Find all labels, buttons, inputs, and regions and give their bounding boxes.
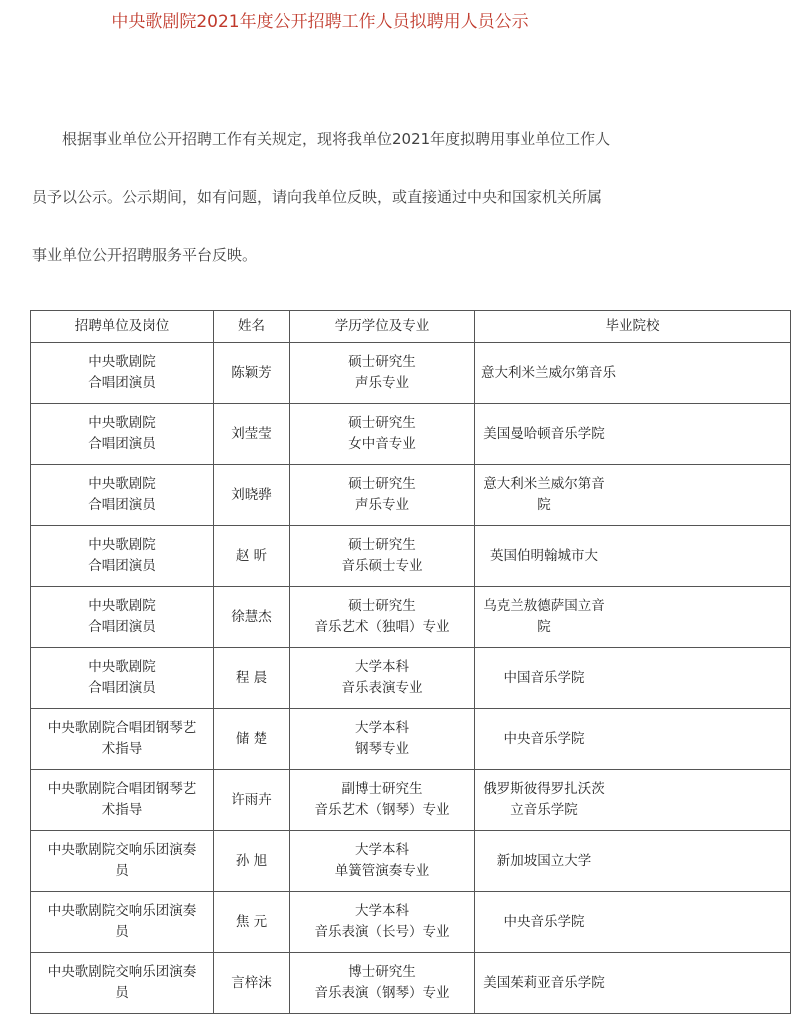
degree-text: 钢琴专业 xyxy=(355,741,409,757)
cell-degree xyxy=(290,770,475,831)
cell-name xyxy=(214,465,290,526)
cell-name xyxy=(214,892,290,953)
cell-school xyxy=(475,526,791,587)
cell-school xyxy=(475,343,791,404)
cell-school xyxy=(475,831,791,892)
cell-unit xyxy=(31,953,214,1014)
cell-school xyxy=(475,587,791,648)
unit-text: 员 xyxy=(115,924,129,940)
table-row xyxy=(31,953,791,1014)
hiring-table-container[interactable] xyxy=(30,310,660,1014)
cell-unit xyxy=(31,709,214,770)
cell-name xyxy=(214,709,290,770)
unit-text: 合唱团演员 xyxy=(88,680,156,696)
table-row xyxy=(31,404,791,465)
school-text: 美国曼哈顿音乐学院 xyxy=(483,425,605,442)
cell-degree xyxy=(290,892,475,953)
school-text: 意大利米兰威尔第音乐 xyxy=(481,364,616,381)
cell-school xyxy=(475,465,791,526)
name-text: 储 楚 xyxy=(235,730,268,747)
school-text: 院 xyxy=(537,497,551,513)
cell-degree xyxy=(290,831,475,892)
degree-text: 声乐专业 xyxy=(355,497,409,513)
degree-text: 硕士研究生 xyxy=(348,537,416,553)
cell-name xyxy=(214,648,290,709)
cell-unit xyxy=(31,343,214,404)
header-school: 毕业院校 xyxy=(475,311,791,343)
unit-text: 合唱团演员 xyxy=(88,436,156,452)
school-text: 美国茱莉亚音乐学院 xyxy=(483,974,605,991)
table-row xyxy=(31,587,791,648)
cell-school xyxy=(475,770,791,831)
degree-text: 女中音专业 xyxy=(348,436,416,452)
cell-name xyxy=(214,770,290,831)
name-text: 言梓沫 xyxy=(231,974,272,991)
unit-text: 中央歌剧院 xyxy=(88,659,156,675)
school-text: 新加坡国立大学 xyxy=(496,852,592,869)
degree-text: 音乐艺术（独唱）专业 xyxy=(314,619,450,635)
degree-text: 硕士研究生 xyxy=(348,354,416,370)
degree-text: 音乐表演（长号）专业 xyxy=(314,924,450,940)
unit-text: 术指导 xyxy=(101,802,143,818)
cell-unit xyxy=(31,770,214,831)
school-text: 意大利米兰威尔第音 xyxy=(483,476,605,492)
cell-unit xyxy=(31,831,214,892)
table-row xyxy=(31,465,791,526)
table-row xyxy=(31,526,791,587)
cell-school xyxy=(475,892,791,953)
cell-school xyxy=(475,404,791,465)
header-unit: 招聘单位及岗位 xyxy=(31,311,214,343)
degree-text: 硕士研究生 xyxy=(348,476,416,492)
cell-degree xyxy=(290,404,475,465)
cell-unit xyxy=(31,526,214,587)
cell-name xyxy=(214,404,290,465)
name-text: 刘晓骅 xyxy=(231,486,272,503)
unit-text: 合唱团演员 xyxy=(88,619,156,635)
unit-text: 中央歌剧院交响乐团演奏 xyxy=(47,842,197,858)
unit-text: 中央歌剧院 xyxy=(88,476,156,492)
cell-school xyxy=(475,648,791,709)
cell-name xyxy=(214,343,290,404)
name-text: 许雨卉 xyxy=(231,791,272,808)
school-text: 中央音乐学院 xyxy=(503,913,585,930)
school-text: 英国伯明翰城市大 xyxy=(490,547,598,564)
school-text: 院 xyxy=(537,619,551,635)
unit-text: 合唱团演员 xyxy=(88,375,156,391)
degree-text: 副博士研究生 xyxy=(341,781,423,797)
cell-unit xyxy=(31,587,214,648)
unit-text: 员 xyxy=(115,863,129,879)
unit-text: 合唱团演员 xyxy=(88,497,156,513)
degree-text: 硕士研究生 xyxy=(348,415,416,431)
table-row xyxy=(31,770,791,831)
cell-unit xyxy=(31,404,214,465)
cell-school xyxy=(475,953,791,1014)
name-text: 焦 元 xyxy=(235,913,268,930)
school-text: 乌克兰敖德萨国立音 xyxy=(483,598,605,614)
unit-text: 中央歌剧院合唱团钢琴艺 xyxy=(47,781,197,797)
degree-text: 大学本科 xyxy=(355,659,409,675)
cell-unit xyxy=(31,465,214,526)
table-header-row xyxy=(31,311,791,343)
header-degree: 学历学位及专业 xyxy=(290,311,475,343)
cell-degree xyxy=(290,587,475,648)
cell-degree xyxy=(290,953,475,1014)
degree-text: 音乐硕士专业 xyxy=(341,558,423,574)
unit-text: 员 xyxy=(115,985,129,1001)
name-text: 刘莹莹 xyxy=(231,425,272,442)
unit-text: 中央歌剧院 xyxy=(88,537,156,553)
header-name: 姓名 xyxy=(214,311,290,343)
degree-text: 音乐表演（钢琴）专业 xyxy=(314,985,450,1001)
unit-text: 中央歌剧院 xyxy=(88,354,156,370)
school-text: 中国音乐学院 xyxy=(503,669,585,686)
cell-name xyxy=(214,587,290,648)
unit-text: 术指导 xyxy=(101,741,143,757)
cell-degree xyxy=(290,648,475,709)
unit-text: 中央歌剧院交响乐团演奏 xyxy=(47,903,197,919)
table-row xyxy=(31,892,791,953)
cell-unit xyxy=(31,648,214,709)
unit-text: 合唱团演员 xyxy=(88,558,156,574)
cell-name xyxy=(214,831,290,892)
degree-text: 大学本科 xyxy=(355,720,409,736)
degree-text: 音乐艺术（钢琴）专业 xyxy=(314,802,450,818)
degree-text: 博士研究生 xyxy=(348,964,416,980)
table-row xyxy=(31,831,791,892)
degree-text: 声乐专业 xyxy=(355,375,409,391)
unit-text: 中央歌剧院 xyxy=(88,598,156,614)
cell-name xyxy=(214,526,290,587)
degree-text: 硕士研究生 xyxy=(348,598,416,614)
school-text: 立音乐学院 xyxy=(510,802,578,818)
degree-text: 大学本科 xyxy=(355,842,409,858)
hiring-table xyxy=(30,310,791,1014)
name-text: 徐慧杰 xyxy=(231,608,272,625)
degree-text: 大学本科 xyxy=(355,903,409,919)
unit-text: 中央歌剧院合唱团钢琴艺 xyxy=(47,720,197,736)
school-text: 中央音乐学院 xyxy=(503,730,585,747)
cell-degree xyxy=(290,526,475,587)
intro-paragraph xyxy=(32,110,612,284)
degree-text: 音乐表演专业 xyxy=(341,680,423,696)
degree-text: 单簧管演奏专业 xyxy=(334,863,430,879)
table-row xyxy=(31,709,791,770)
cell-degree xyxy=(290,465,475,526)
cell-name xyxy=(214,953,290,1014)
cell-degree xyxy=(290,343,475,404)
cell-unit xyxy=(31,892,214,953)
school-text: 俄罗斯彼得罗扎沃茨 xyxy=(483,781,605,797)
name-text: 程 晨 xyxy=(235,669,268,686)
name-text: 赵 昕 xyxy=(235,547,268,564)
unit-text: 中央歌剧院 xyxy=(88,415,156,431)
cell-degree xyxy=(290,709,475,770)
intro-text: 根据事业单位公开招聘工作有关规定，现将我单位2021年度拟聘用事业单位工作人员予以公示。公示期间，如有问题，请向我单位反映，或直接通过中央和国家机关所属事业单位公开招聘服务平台反映。 xyxy=(32,130,611,264)
page-title: 中央歌剧院2021年度公开招聘工作人员拟聘用人员公示 xyxy=(111,12,529,32)
unit-text: 中央歌剧院交响乐团演奏 xyxy=(47,964,197,980)
cell-school xyxy=(475,709,791,770)
table-row xyxy=(31,648,791,709)
name-text: 孙 旭 xyxy=(235,852,268,869)
name-text: 陈颖芳 xyxy=(231,364,272,381)
table-row xyxy=(31,343,791,404)
